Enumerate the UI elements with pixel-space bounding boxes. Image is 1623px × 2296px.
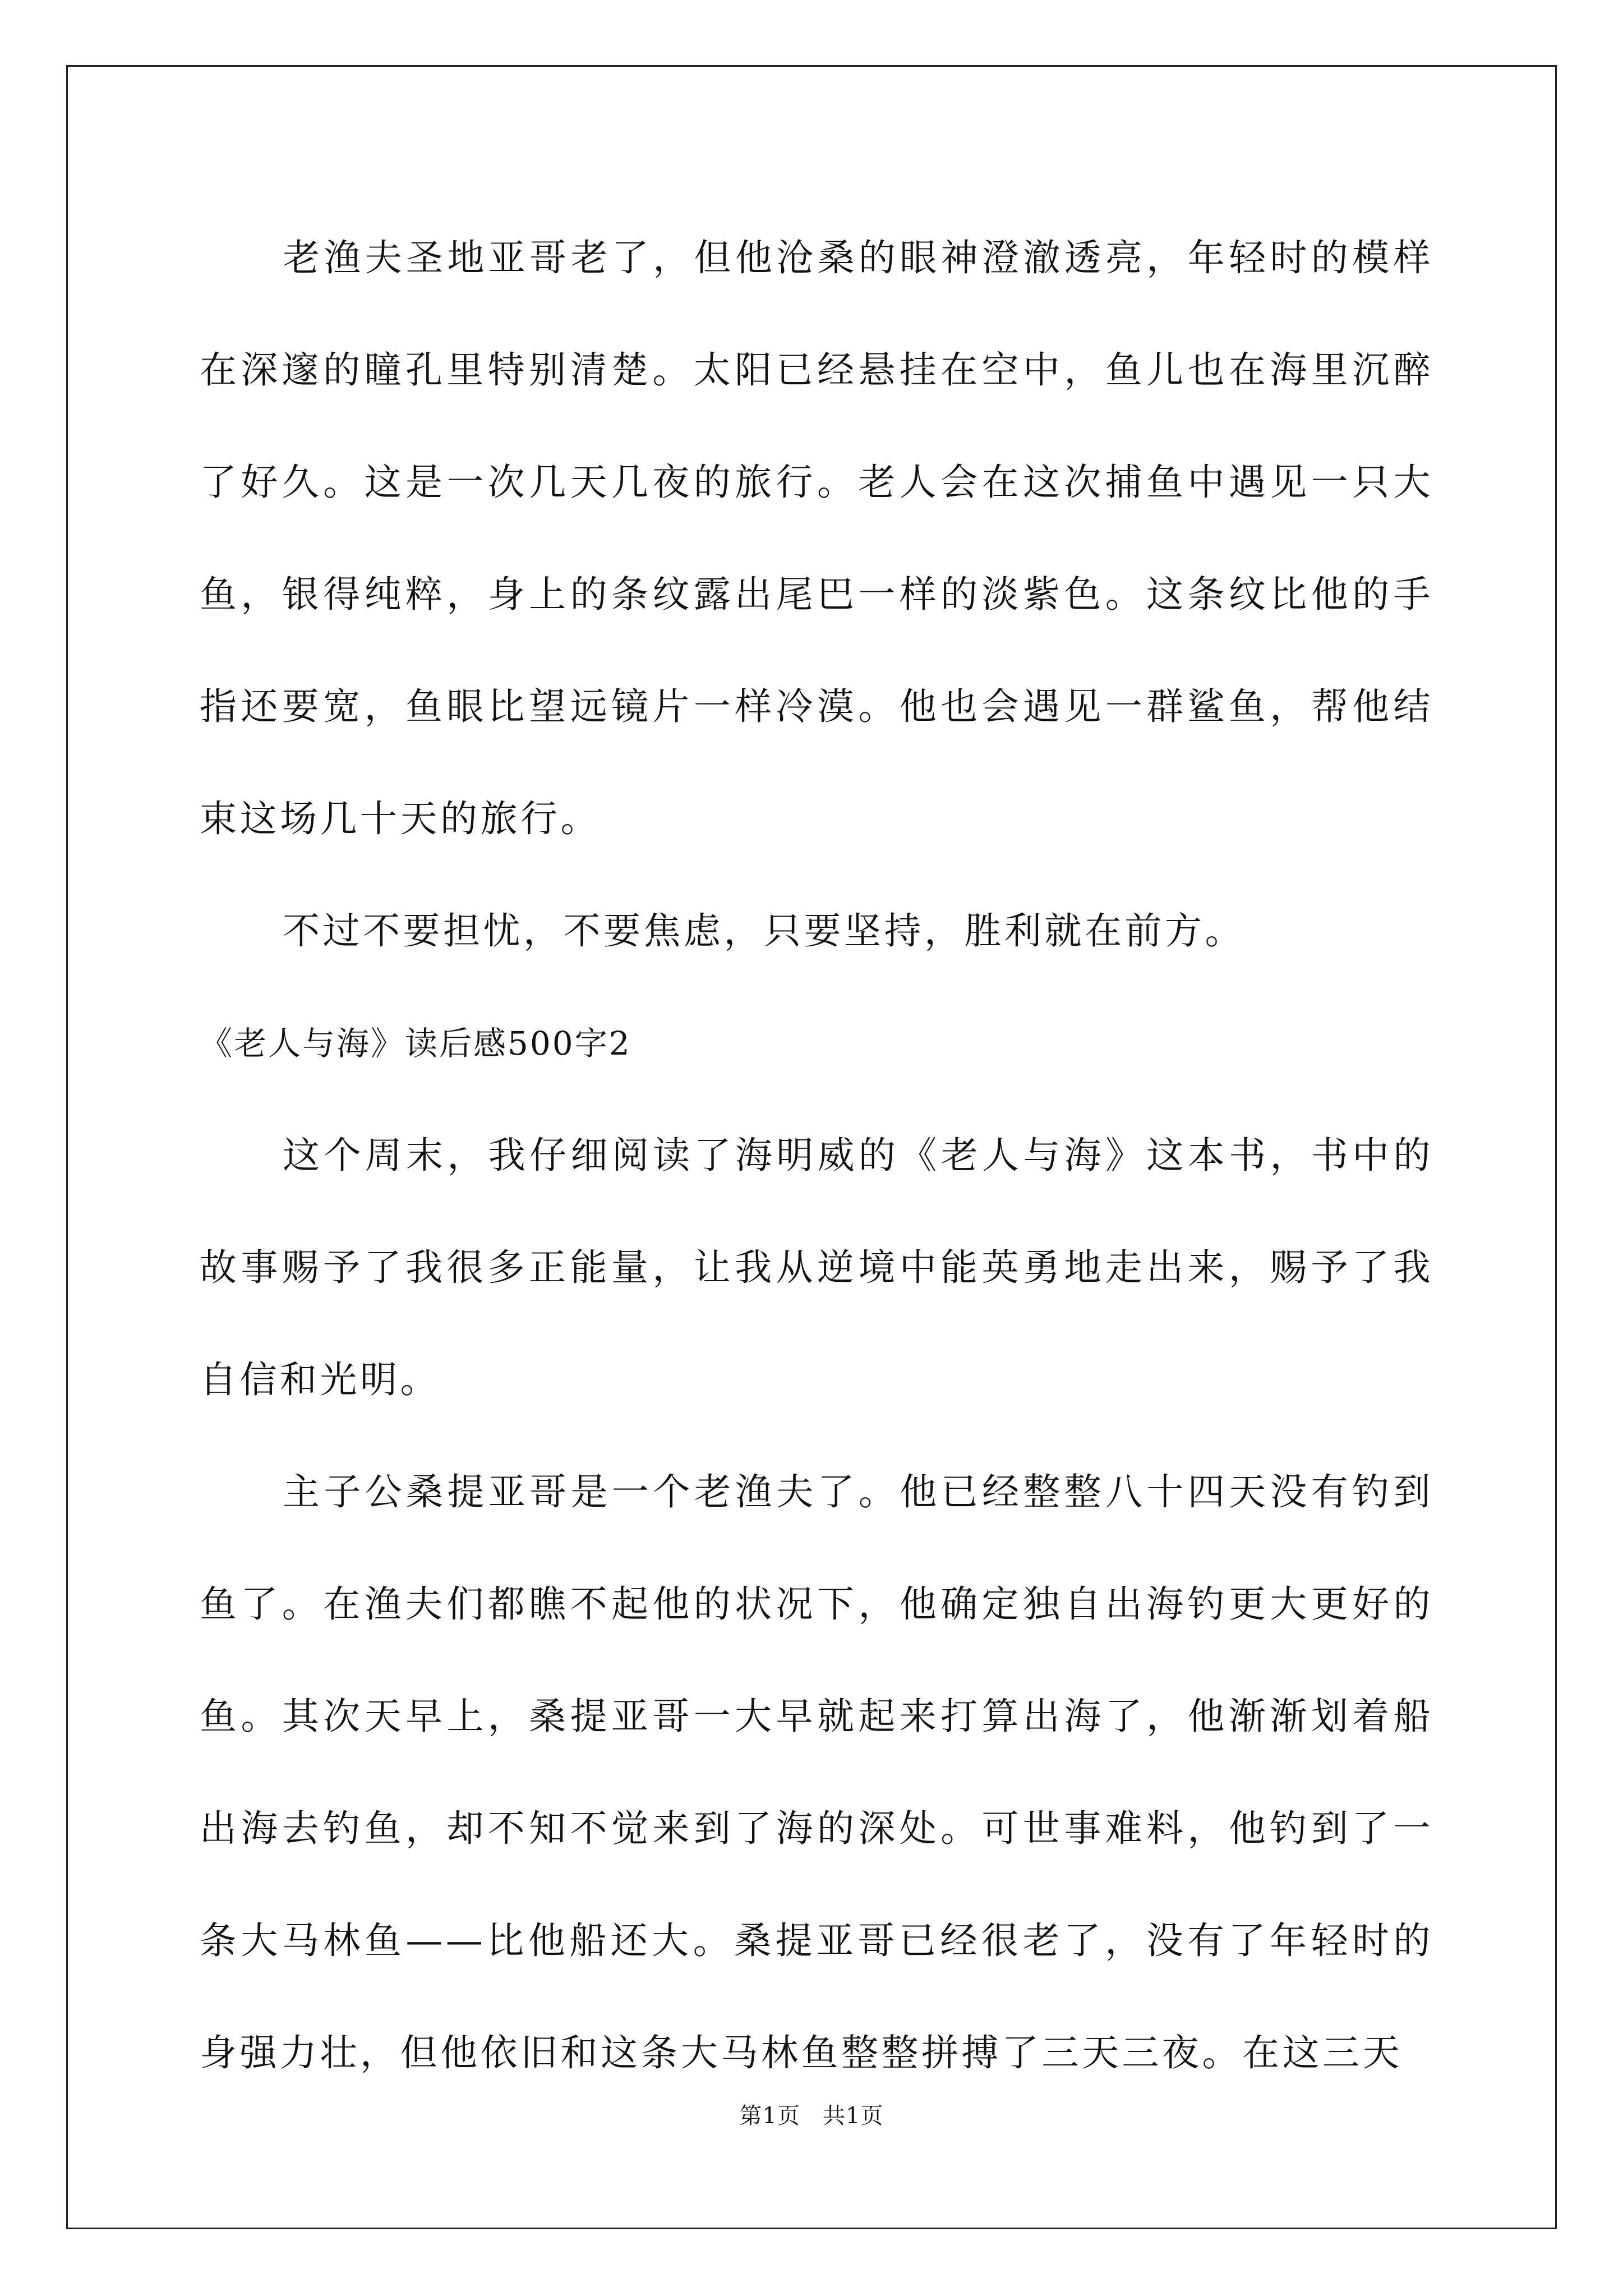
page-total: 共1页 xyxy=(823,2103,884,2129)
paragraph-4: 主子公桑提亚哥是一个老渔夫了。他已经整整八十四天没有钓到鱼了。在渔夫们都瞧不起他的状况下，他确定独自出海钓更大更好的鱼。其次天早上，桑提亚哥一大早就起来打算出海了，他渐渐划着船出海去钓鱼，却不知不觉来到了海的深处。可世事难料，他钓到了一条大马林鱼——比他船还大。桑提亚哥已经很老了，没有了年轻时的身强力壮，但他依旧和这条大马林鱼整整拼搏了三天三夜。在这三天 xyxy=(200,1470,1433,2074)
document-body xyxy=(200,202,1433,2109)
paragraph-1: 老渔夫圣地亚哥老了，但他沧桑的眼神澄澈透亮，年轻时的模样在深邃的瞳孔里特别清楚。太阳已经悬挂在空中，鱼儿也在海里沉醉了好久。这是一次几天几夜的旅行。老人会在这次捕鱼中遇见一只大鱼，银得纯粹，身上的条纹露出尾巴一样的淡紫色。这条纹比他的手指还要宽，鱼眼比望远镜片一样冷漠。他也会遇见一群鲨鱼，帮他结束这场几十天的旅行。 xyxy=(200,236,1433,840)
section-heading: 《老人与海》读后感500字2 xyxy=(200,1024,631,1062)
paragraph-2: 不过不要担忧，不要焦虑，只要坚持，胜利就在前方。 xyxy=(283,909,1245,953)
paragraph-3: 这个周末，我仔细阅读了海明威的《老人与海》这本书，书中的故事赐予了我很多正能量，让我从逆境中能英勇地走出来，赐予了我自信和光明。 xyxy=(200,1134,1433,1401)
page-footer xyxy=(0,2099,1623,2133)
page-number: 第1页 xyxy=(739,2103,800,2129)
